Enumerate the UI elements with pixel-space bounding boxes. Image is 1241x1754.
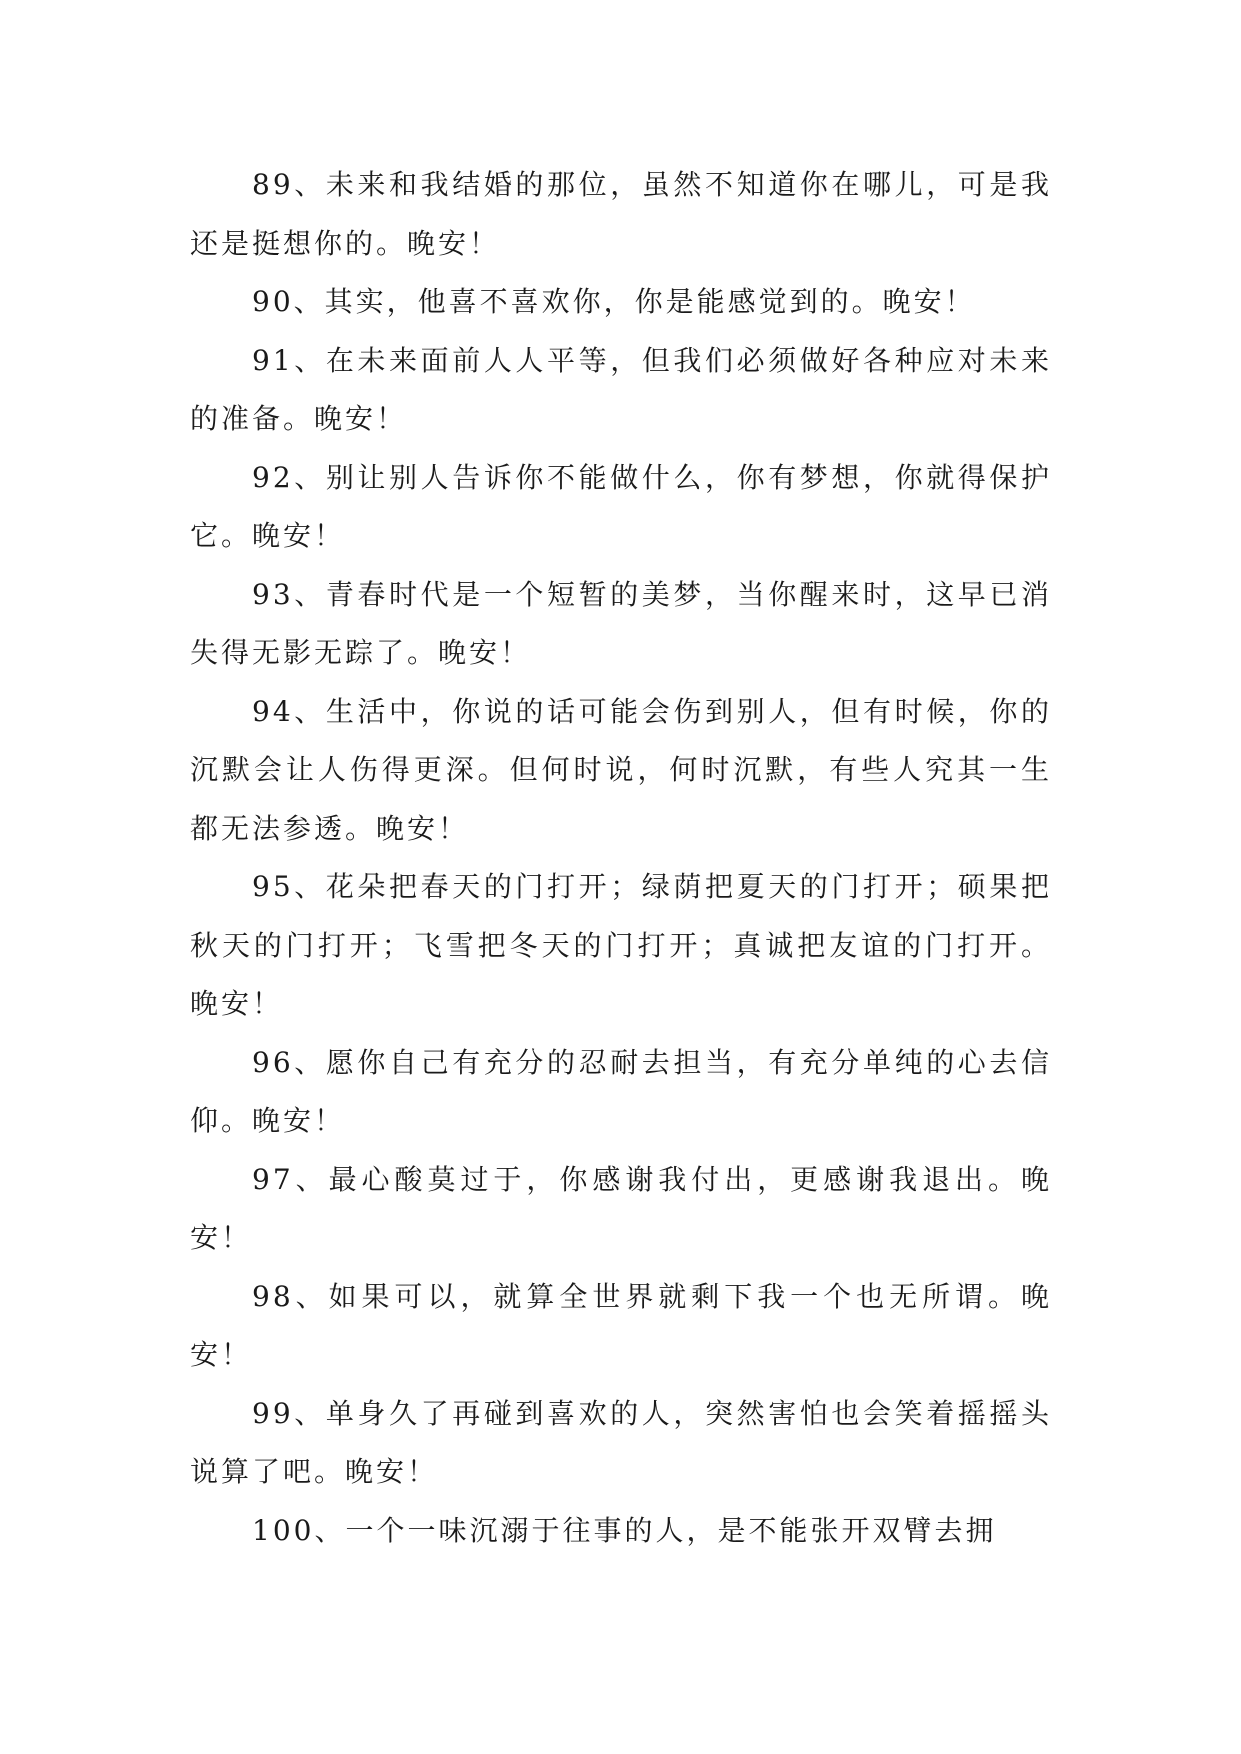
- paragraph-91: 91、在未来面前人人平等，但我们必须做好各种应对未来的准备。晚安！: [190, 343, 1052, 435]
- paragraph-95: 95、花朵把春天的门打开；绿荫把夏天的门打开；硕果把秋天的门打开；飞雪把冬天的门打开；真诚把友谊的门打开。晚安！: [190, 870, 1052, 1020]
- paragraph-92: 92、别让别人告诉你不能做什么，你有梦想，你就得保护它。晚安！: [190, 460, 1052, 552]
- paragraph-100: 100、一个一味沉溺于往事的人，是不能张开双臂去拥: [252, 1513, 997, 1547]
- paragraph-94: 94、生活中，你说的话可能会伤到别人，但有时候，你的沉默会让人伤得更深。但何时说，何时沉默，有些人究其一生都无法参透。晚安！: [190, 694, 1052, 845]
- paragraph-96: 96、愿你自己有充分的忍耐去担当，有充分单纯的心去信仰。晚安！: [190, 1045, 1052, 1137]
- paragraph-93: 93、青春时代是一个短暂的美梦，当你醒来时，这早已消失得无影无踪了。晚安！: [190, 577, 1052, 669]
- paragraph-97: 97、最心酸莫过于，你感谢我付出，更感谢我退出。晚安！: [190, 1162, 1052, 1254]
- document-body: [190, 156, 1052, 1560]
- paragraph-90: 90、其实，他喜不喜欢你，你是能感觉到的。晚安！: [252, 285, 976, 318]
- paragraph-99: 99、单身久了再碰到喜欢的人，突然害怕也会笑着摇摇头说算了吧。晚安！: [190, 1396, 1052, 1488]
- paragraph-89: 89、未来和我结婚的那位，虽然不知道你在哪儿，可是我还是挺想你的。晚安！: [190, 168, 1052, 260]
- paragraph-98: 98、如果可以，就算全世界就剩下我一个也无所谓。晚安！: [190, 1279, 1052, 1371]
